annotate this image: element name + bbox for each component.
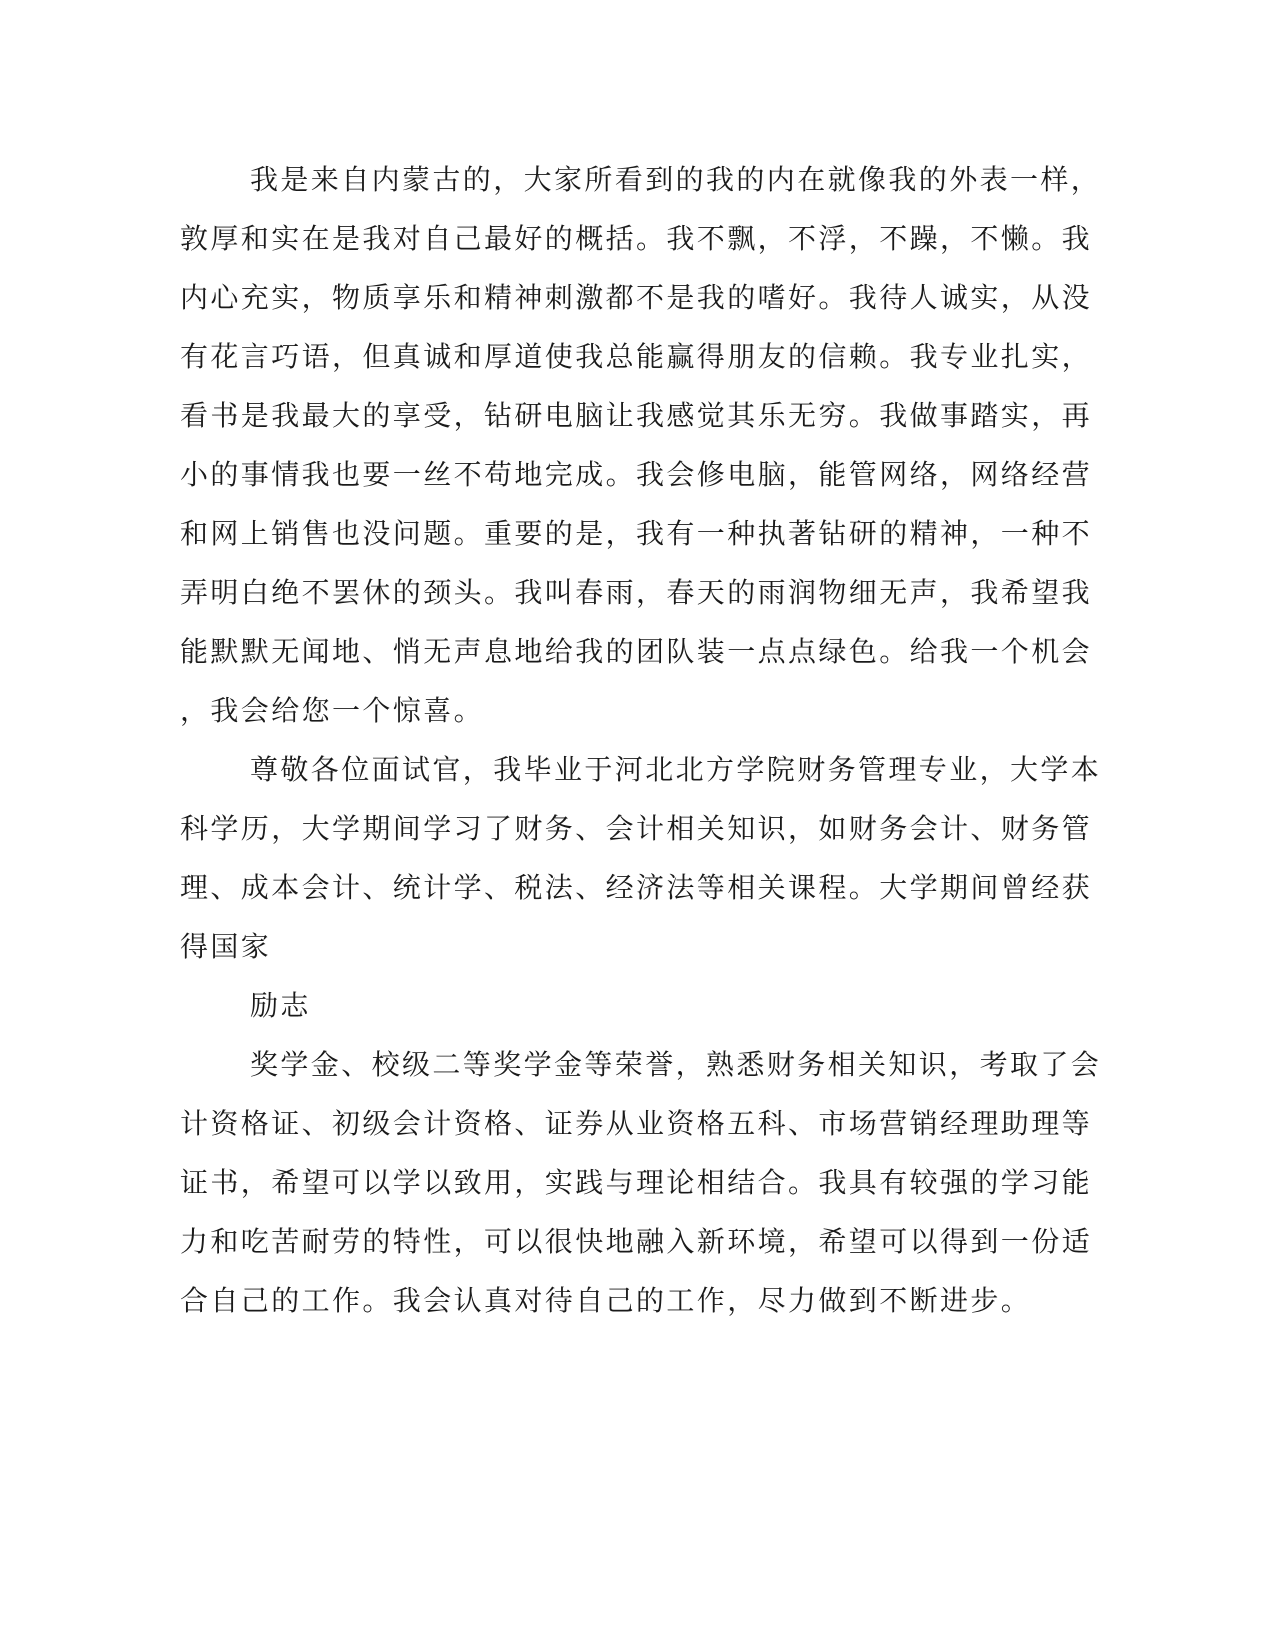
paragraph-3-line-1: 励志 bbox=[250, 989, 311, 1022]
paragraph-1-line-8: 弄明白绝不罢休的颈头。我叫春雨，春天的雨润物细无声，我希望我 bbox=[180, 576, 1093, 609]
paragraph-1-line-1: 我是来自内蒙古的，大家所看到的我的内在就像我的外表一样， bbox=[250, 163, 1102, 196]
paragraph-1-line-6: 小的事情我也要一丝不苟地完成。我会修电脑，能管网络，网络经营 bbox=[180, 458, 1093, 491]
paragraph-1-line-5: 看书是我最大的享受，钻研电脑让我感觉其乐无穷。我做事踏实，再 bbox=[180, 399, 1093, 432]
paragraph-4-line-2: 计资格证、初级会计资格、证券从业资格五科、市场营销经理助理等 bbox=[180, 1107, 1093, 1140]
paragraph-2-line-4: 得国家 bbox=[180, 930, 272, 963]
paragraph-2-line-1: 尊敬各位面试官，我毕业于河北北方学院财务管理专业，大学本 bbox=[250, 753, 1102, 786]
paragraph-4-line-4: 力和吃苦耐劳的特性，可以很快地融入新环境，希望可以得到一份适 bbox=[180, 1225, 1093, 1258]
paragraph-1-line-9: 能默默无闻地、悄无声息地给我的团队装一点点绿色。给我一个机会 bbox=[180, 635, 1093, 668]
paragraph-2-line-2: 科学历，大学期间学习了财务、会计相关知识，如财务会计、财务管 bbox=[180, 812, 1093, 845]
paragraph-1-line-10: ，我会给您一个惊喜。 bbox=[180, 694, 485, 727]
paragraph-4-line-1: 奖学金、校级二等奖学金等荣誉，熟悉财务相关知识，考取了会 bbox=[250, 1048, 1102, 1081]
paragraph-1-line-7: 和网上销售也没问题。重要的是，我有一种执著钻研的精神，一种不 bbox=[180, 517, 1093, 550]
paragraph-4-line-3: 证书，希望可以学以致用，实践与理论相结合。我具有较强的学习能 bbox=[180, 1166, 1093, 1199]
paragraph-1-line-3: 内心充实，物质享乐和精神刺激都不是我的嗜好。我待人诚实，从没 bbox=[180, 281, 1093, 314]
paragraph-1-line-4: 有花言巧语，但真诚和厚道使我总能赢得朋友的信赖。我专业扎实， bbox=[180, 340, 1093, 373]
paragraph-4-line-5: 合自己的工作。我会认真对待自己的工作，尽力做到不断进步。 bbox=[180, 1284, 1032, 1317]
paragraph-1-line-2: 敦厚和实在是我对自己最好的概括。我不飘，不浮，不躁，不懒。我 bbox=[180, 222, 1093, 255]
paragraph-2-line-3: 理、成本会计、统计学、税法、经济法等相关课程。大学期间曾经获 bbox=[180, 871, 1093, 904]
